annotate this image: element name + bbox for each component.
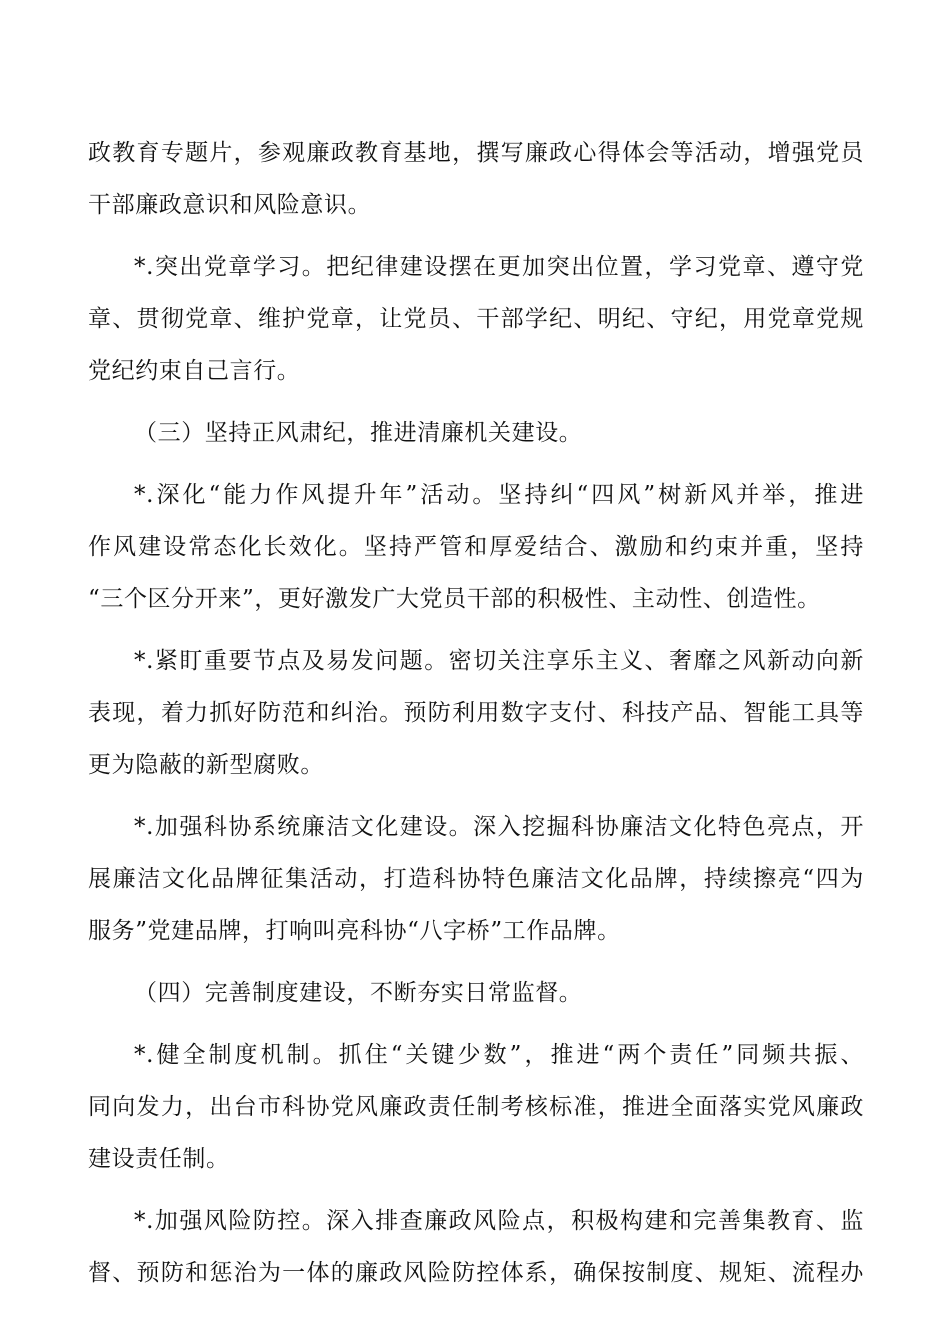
- document-body: [88, 127, 864, 1299]
- text-line: “三个区分开来”，更好激发广大党员干部的积极性、主动性、创造性。: [88, 586, 821, 612]
- paragraph: [88, 469, 864, 625]
- text-line: 建设责任制。: [88, 1146, 230, 1172]
- paragraph: [88, 1195, 864, 1299]
- text-line: 干部廉政意识和风险意识。: [88, 192, 372, 218]
- paragraph: [88, 801, 864, 957]
- paragraph: [88, 127, 864, 231]
- text-line: 政教育专题片，参观廉政教育基地，撰写廉政心得体会等活动，增强党员: [88, 140, 864, 166]
- paragraph: [88, 635, 864, 791]
- text-line: 表现，着力抓好防范和纠治。预防利用数字支付、科技产品、智能工具等: [88, 700, 864, 726]
- text-line: 督、预防和惩治为一体的廉政风险防控体系，确保按制度、规矩、流程办: [88, 1260, 864, 1286]
- section-heading: [88, 967, 864, 1019]
- text-line: *.紧盯重要节点及易发问题。密切关注享乐主义、奢靡之风新动向新: [134, 648, 864, 674]
- section-heading: [88, 407, 864, 459]
- text-line: *.加强科协系统廉洁文化建设。深入挖掘科协廉洁文化特色亮点，开: [134, 814, 864, 840]
- text-line: 章、贯彻党章、维护党章，让党员、干部学纪、明纪、守纪，用党章党规: [88, 306, 864, 332]
- text-line: 同向发力，出台市科协党风廉政责任制考核标准，推进全面落实党风廉政: [88, 1094, 864, 1120]
- text-line: *.加强风险防控。深入排查廉政风险点，积极构建和完善集教育、监: [134, 1208, 864, 1234]
- text-line: *.深化“能力作风提升年”活动。坚持纠“四风”树新风并举，推进: [134, 482, 864, 508]
- text-line: 更为隐蔽的新型腐败。: [88, 752, 324, 778]
- text-line: 作风建设常态化长效化。坚持严管和厚爱结合、激励和约束并重，坚持: [88, 534, 864, 560]
- text-line: *.突出党章学习。把纪律建设摆在更加突出位置，学习党章、遵守党: [134, 254, 864, 280]
- text-line: 展廉洁文化品牌征集活动，打造科协特色廉洁文化品牌，持续擦亮“四为: [88, 866, 864, 892]
- heading-line: （三）坚持正风肃纪，推进清廉机关建设。: [134, 420, 583, 446]
- text-line: 党纪约束自己言行。: [88, 358, 301, 384]
- paragraph: [88, 241, 864, 397]
- text-line: *.健全制度机制。抓住“关键少数”，推进“两个责任”同频共振、: [134, 1042, 864, 1068]
- text-line: 服务”党建品牌，打响叫亮科协“八字桥”工作品牌。: [88, 918, 621, 944]
- heading-line: （四）完善制度建设，不断夯实日常监督。: [134, 980, 583, 1006]
- paragraph: [88, 1029, 864, 1185]
